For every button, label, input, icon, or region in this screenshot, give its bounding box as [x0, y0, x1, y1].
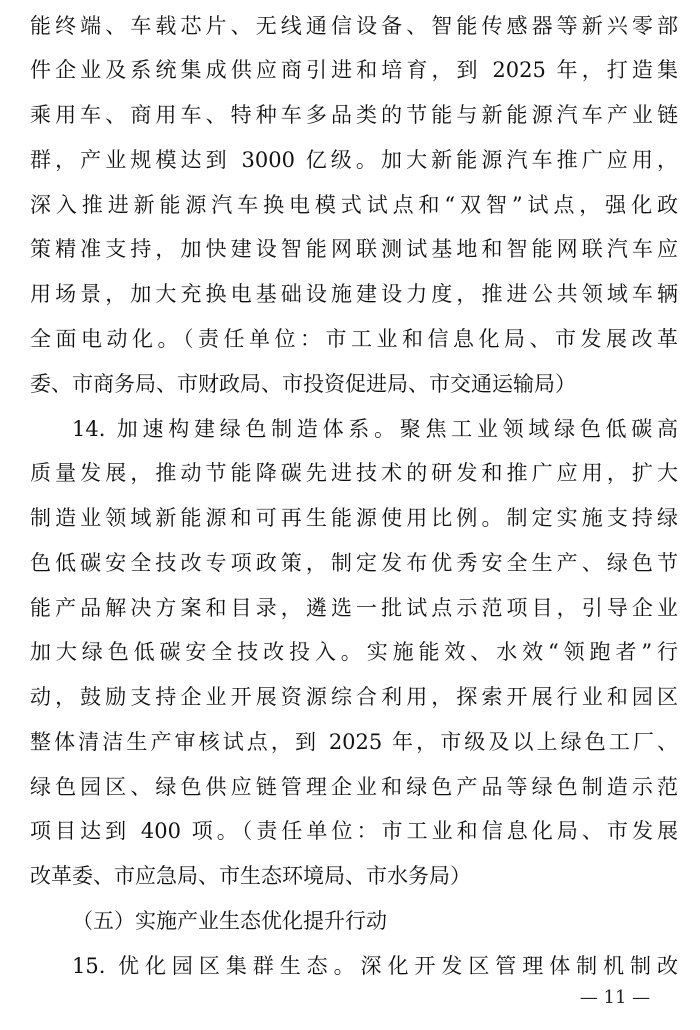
text-line: 深入推进新能源汽车换电模式试点和“双智”试点，强化政 — [30, 193, 678, 217]
text-line: 改革委、市应急局、市生态环境局、市水务局） — [30, 864, 471, 888]
text-line: 能产品解决方案和目录，遴选一批试点示范项目，引导企业 — [30, 596, 678, 620]
text-line: 动，鼓励支持企业开展资源综合利用，探索开展行业和园区 — [30, 685, 678, 709]
text-line: 委、市商务局、市财政局、市投资促进局、市交通运输局） — [30, 372, 576, 396]
section-heading: （五）实施产业生态优化提升行动 — [72, 909, 387, 933]
text-line: 群，产业规模达到 3000 亿级。加大新能源汽车推广应用， — [30, 148, 678, 172]
text-line: 策精准支持，加快建设智能网联测试基地和智能网联汽车应 — [30, 237, 678, 261]
text-line: 制造业领域新能源和可再生能源使用比例。制定实施支持绿 — [30, 506, 678, 530]
text-line: 15. 优化园区集群生态。深化开发区管理体制机制改 — [72, 954, 678, 978]
text-line: 色低碳安全技改专项政策，制定发布优秀安全生产、绿色节 — [30, 551, 678, 575]
text-line: 14. 加速构建绿色制造体系。聚焦工业领域绿色低碳高 — [72, 417, 678, 441]
text-line: 项目达到 400 项。（责任单位：市工业和信息化局、市发展 — [30, 819, 678, 843]
text-line: 用场景，加大充换电基础设施建设力度，推进公共领域车辆 — [30, 282, 678, 306]
text-line: 质量发展，推动节能降碳先进技术的研发和推广应用，扩大 — [30, 461, 678, 485]
page-number: — 11 — — [579, 987, 651, 1008]
text-line: 件企业及系统集成供应商引进和培育，到 2025 年，打造集 — [30, 58, 678, 82]
text-line: 乘用车、商用车、特种车多品类的节能与新能源汽车产业链 — [30, 103, 678, 127]
text-line: 加大绿色低碳安全技改投入。实施能效、水效“领跑者”行 — [30, 640, 678, 664]
text-line: 全面电动化。（责任单位：市工业和信息化局、市发展改革 — [30, 327, 678, 351]
text-line: 能终端、车载芯片、无线通信设备、智能传感器等新兴零部 — [30, 14, 678, 38]
text-line: 整体清洁生产审核试点，到 2025 年，市级及以上绿色工厂、 — [30, 730, 678, 754]
text-line: 绿色园区、绿色供应链管理企业和绿色产品等绿色制造示范 — [30, 775, 678, 799]
